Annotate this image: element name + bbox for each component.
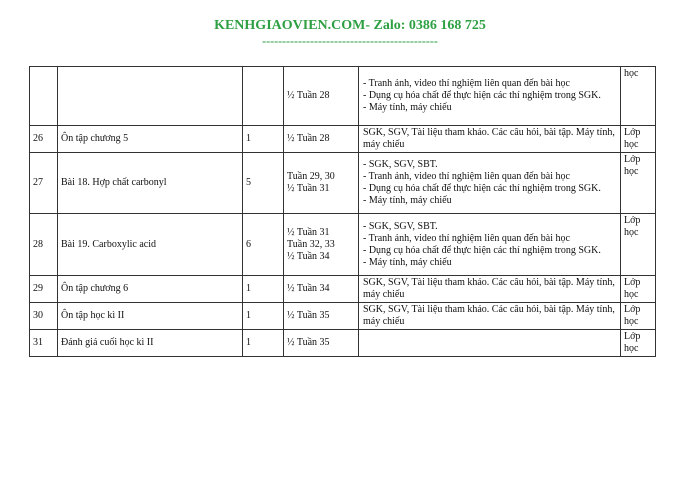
cell-text: ½ Tuần 31	[287, 226, 330, 238]
cell-text: - Dụng cụ hóa chất để thực hiện các thí nghiệm trong SGK.	[363, 183, 601, 194]
cell-text: - Máy tính, máy chiếu	[363, 195, 452, 206]
cell-stt	[30, 303, 58, 330]
cell-resources	[359, 330, 621, 357]
cell-text: ½ Tuần 34	[287, 283, 330, 294]
cell-text: Đánh giá cuối học kì II	[61, 337, 154, 348]
lesson-plan-table	[29, 66, 656, 357]
cell-text: - Tranh ảnh, video thí nghiệm liên quan đến bài học	[363, 232, 570, 244]
cell-text: Lớp học	[624, 331, 641, 354]
cell-text: 28	[33, 238, 43, 250]
cell-text: ½ Tuần 28	[287, 90, 330, 101]
cell-resources	[359, 67, 621, 126]
cell-text: học	[624, 68, 639, 79]
cell-resources	[359, 214, 621, 276]
cell-stt	[30, 330, 58, 357]
cell-text: Bài 19. Carboxylic acid	[61, 238, 156, 250]
cell-text: SGK, SGV, Tài liệu tham khảo. Các câu hỏi, bài tập. Máy tính, máy chiếu	[363, 304, 615, 327]
cell-time	[284, 276, 359, 303]
cell-time	[284, 330, 359, 357]
cell-text: 1	[246, 310, 251, 321]
cell-text: Bài 18. Hợp chất carbonyl	[61, 177, 167, 188]
page-header	[0, 17, 700, 47]
cell-time	[284, 67, 359, 126]
cell-text: - Tranh ảnh, video thí nghiệm liên quan đến bài học	[363, 78, 570, 89]
cell-place	[621, 276, 656, 303]
cell-stt	[30, 276, 58, 303]
cell-place	[621, 67, 656, 126]
table-row	[30, 330, 656, 357]
cell-time	[284, 153, 359, 214]
cell-text: Lớp học	[624, 215, 641, 238]
cell-text: - Máy tính, máy chiếu	[363, 256, 452, 268]
cell-periods	[243, 126, 284, 153]
cell-resources	[359, 153, 621, 214]
header-dashes: --------------------------------------------	[262, 34, 438, 48]
cell-resources	[359, 276, 621, 303]
cell-periods	[243, 303, 284, 330]
table-row	[30, 276, 656, 303]
cell-lesson	[58, 67, 243, 126]
cell-text: ½ Tuần 28	[287, 133, 330, 144]
cell-text: - Dụng cụ hóa chất để thực hiện các thí nghiệm trong SGK.	[363, 244, 601, 256]
cell-text: Tuần 29, 30	[287, 171, 335, 182]
table-row	[30, 126, 656, 153]
cell-lesson	[58, 126, 243, 153]
cell-lesson	[58, 303, 243, 330]
cell-text: - SGK, SGV, SBT.	[363, 220, 438, 232]
cell-text: ½ Tuần 31	[287, 183, 330, 194]
cell-text: Lớp học	[624, 277, 641, 300]
cell-resources	[359, 303, 621, 330]
cell-periods	[243, 67, 284, 126]
cell-text: ½ Tuần 35	[287, 337, 330, 348]
cell-text: SGK, SGV, Tài liệu tham khảo. Các câu hỏi, bài tập. Máy tính, máy chiếu	[363, 127, 615, 150]
cell-text: Ôn tập chương 6	[61, 283, 129, 294]
cell-text: Ôn tập học kì II	[61, 310, 125, 321]
cell-lesson	[58, 330, 243, 357]
cell-text: 29	[33, 283, 43, 294]
cell-lesson	[58, 153, 243, 214]
cell-time	[284, 303, 359, 330]
cell-text: Tuần 32, 33	[287, 238, 335, 250]
cell-stt	[30, 67, 58, 126]
cell-text: 1	[246, 133, 251, 144]
cell-stt	[30, 214, 58, 276]
cell-text: ½ Tuần 34	[287, 250, 330, 262]
cell-place	[621, 330, 656, 357]
cell-periods	[243, 330, 284, 357]
cell-text: 5	[246, 177, 251, 188]
cell-periods	[243, 276, 284, 303]
cell-text: SGK, SGV, Tài liệu tham khảo. Các câu hỏi, bài tập. Máy tính, máy chiếu	[363, 277, 615, 300]
cell-text: 27	[33, 177, 43, 188]
table-row	[30, 214, 656, 276]
table-body	[30, 67, 656, 357]
cell-time	[284, 214, 359, 276]
cell-text: Lớp học	[624, 154, 641, 177]
cell-text: - SGK, SGV, SBT.	[363, 159, 438, 170]
cell-place	[621, 126, 656, 153]
header-title: KENHGIAOVIEN.COM- Zalo: 0386 168 725	[214, 18, 486, 33]
cell-lesson	[58, 276, 243, 303]
cell-text: Lớp học	[624, 304, 641, 327]
cell-text: 1	[246, 337, 251, 348]
cell-place	[621, 214, 656, 276]
table-row	[30, 303, 656, 330]
cell-text: 31	[33, 337, 43, 348]
cell-text: - Tranh ảnh, video thí nghiệm liên quan đến bài học	[363, 171, 570, 182]
table-row	[30, 153, 656, 214]
cell-text: - Dụng cụ hóa chất để thực hiện các thí nghiệm trong SGK.	[363, 90, 601, 101]
cell-time	[284, 126, 359, 153]
cell-text: ½ Tuần 35	[287, 310, 330, 321]
cell-periods	[243, 153, 284, 214]
cell-stt	[30, 153, 58, 214]
table-row	[30, 67, 656, 126]
cell-stt	[30, 126, 58, 153]
cell-resources	[359, 126, 621, 153]
cell-text: 1	[246, 283, 251, 294]
cell-place	[621, 153, 656, 214]
cell-place	[621, 303, 656, 330]
cell-periods	[243, 214, 284, 276]
cell-text: 26	[33, 133, 43, 144]
cell-text: 30	[33, 310, 43, 321]
cell-text: Ôn tập chương 5	[61, 133, 129, 144]
cell-lesson	[58, 214, 243, 276]
cell-text: - Máy tính, máy chiếu	[363, 102, 452, 113]
cell-text: 6	[246, 238, 251, 250]
cell-text: Lớp học	[624, 127, 641, 150]
